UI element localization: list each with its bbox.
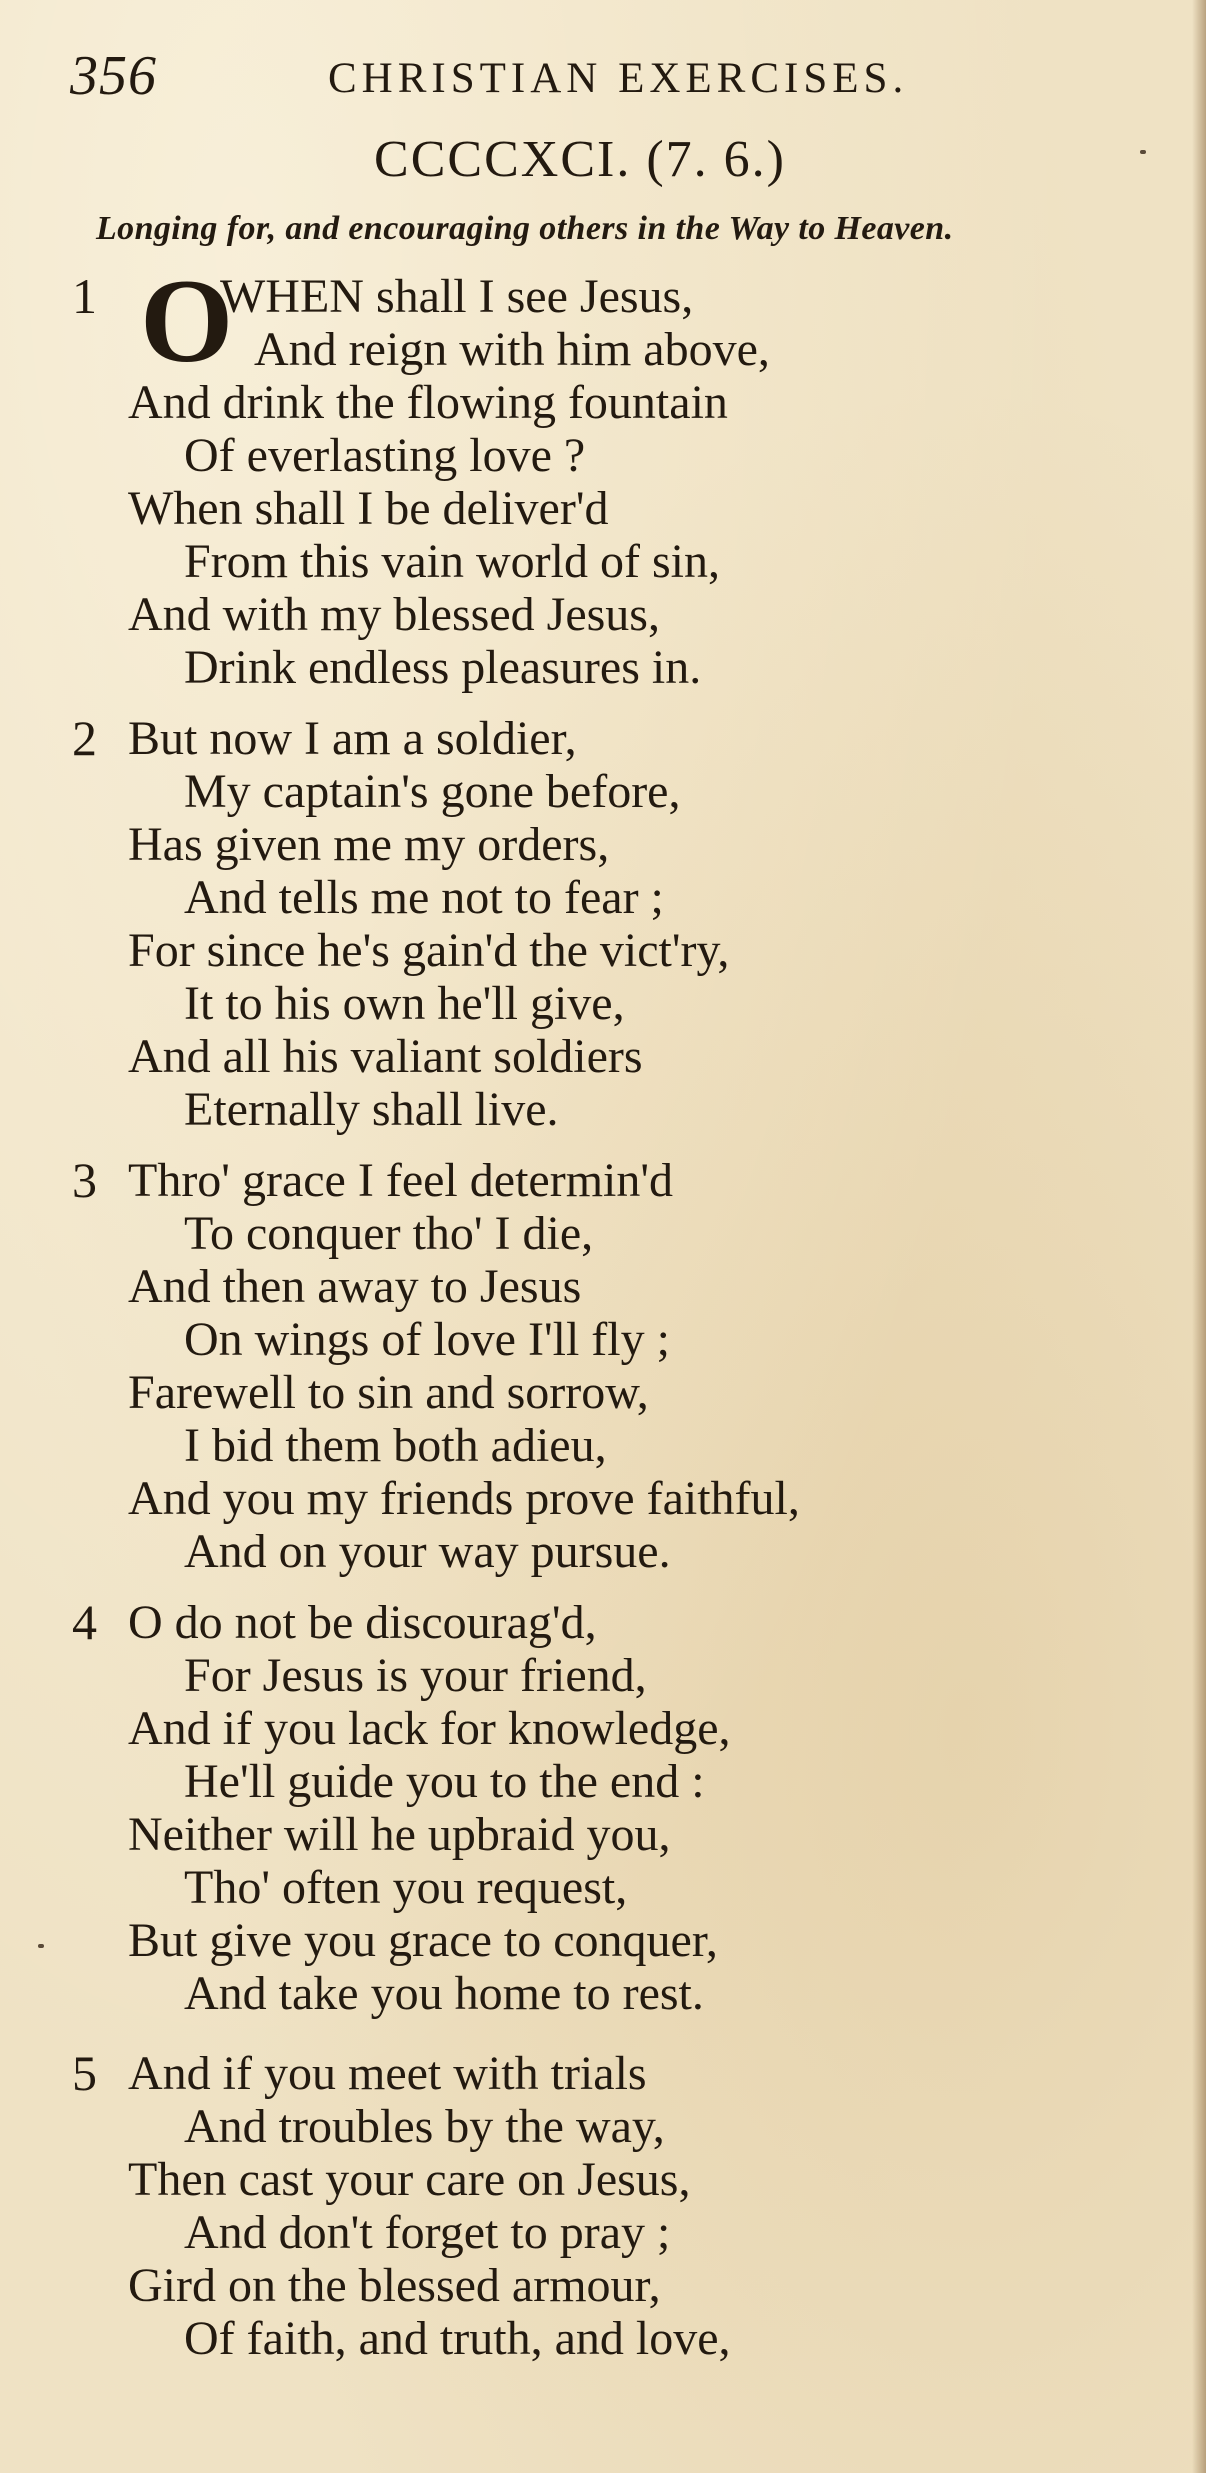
verse-line: And take you home to rest. <box>184 1967 704 2020</box>
verse-line: Tho' often you request, <box>184 1861 628 1914</box>
stanza-number: 4 <box>72 1594 97 1650</box>
drop-cap: O <box>140 254 234 387</box>
stanza-number: 3 <box>72 1152 97 1208</box>
verse-line: But now I am a soldier, <box>128 712 577 765</box>
verse-line: And reign with him above, <box>254 323 770 376</box>
verse-line: O do not be discourag'd, <box>128 1596 597 1649</box>
verse-line: Farewell to sin and sorrow, <box>128 1366 649 1419</box>
verse-line: To conquer tho' I die, <box>184 1207 594 1260</box>
paper-speck <box>38 1944 44 1948</box>
hymn-subtitle: Longing for, and encouraging others in the Way to Heaven. <box>96 210 954 247</box>
verse-line: And troubles by the way, <box>184 2100 665 2153</box>
verse-line: Drink endless pleasures in. <box>184 641 702 694</box>
verse-line: I bid them both adieu, <box>184 1419 607 1472</box>
verse-line: From this vain world of sin, <box>184 535 720 588</box>
verse-line: And drink the flowing fountain <box>128 376 728 429</box>
stanza-number: 2 <box>72 710 97 766</box>
running-head <box>70 44 1180 114</box>
verse-line: Of faith, and truth, and love, <box>184 2312 731 2365</box>
verse-line: Of everlasting love ? <box>184 429 586 482</box>
verse-line: And don't forget to pray ; <box>184 2206 671 2259</box>
verse-line: It to his own he'll give, <box>184 977 625 1030</box>
verse-line: My captain's gone before, <box>184 765 681 818</box>
verse-line: And tells me not to fear ; <box>184 871 664 924</box>
verse-line: He'll guide you to the end : <box>184 1755 705 1808</box>
verse-line: Then cast your care on Jesus, <box>128 2153 691 2206</box>
verse-line: And if you lack for knowledge, <box>128 1702 731 1755</box>
verse-line: And on your way pursue. <box>184 1525 671 1578</box>
paper-speck <box>1140 150 1146 154</box>
hymn-number: CCCCXCI. (7. 6.) <box>374 131 786 188</box>
verse-line: Eternally shall live. <box>184 1083 559 1136</box>
verse-line: But give you grace to conquer, <box>128 1914 718 1967</box>
verse-line: Thro' grace I feel determin'd <box>128 1154 674 1207</box>
verse-line: And you my friends prove faithful, <box>128 1472 800 1525</box>
verse-line: Has given me my orders, <box>128 818 610 871</box>
verse-line: And if you meet with trials <box>128 2047 647 2100</box>
verse-line: Gird on the blessed armour, <box>128 2259 661 2312</box>
verse-line: For Jesus is your friend, <box>184 1649 647 1702</box>
verse-line: When shall I be deliver'd <box>128 482 609 535</box>
running-title: CHRISTIAN EXERCISES. <box>328 55 909 102</box>
verse-line: And all his valiant soldiers <box>128 1030 643 1083</box>
verse-line: And with my blessed Jesus, <box>128 588 660 641</box>
stanza-number: 1 <box>72 268 97 324</box>
page-number: 356 <box>70 45 157 107</box>
verse-line: WHEN shall I see Jesus, <box>220 270 694 323</box>
verse-line: On wings of love I'll fly ; <box>184 1313 670 1366</box>
verse-line: And then away to Jesus <box>128 1260 582 1313</box>
verse-line: Neither will he upbraid you, <box>128 1808 671 1861</box>
stanza-number: 5 <box>72 2045 97 2101</box>
verse-line: For since he's gain'd the vict'ry, <box>128 924 730 977</box>
page-gutter-shadow <box>1192 0 1206 2473</box>
